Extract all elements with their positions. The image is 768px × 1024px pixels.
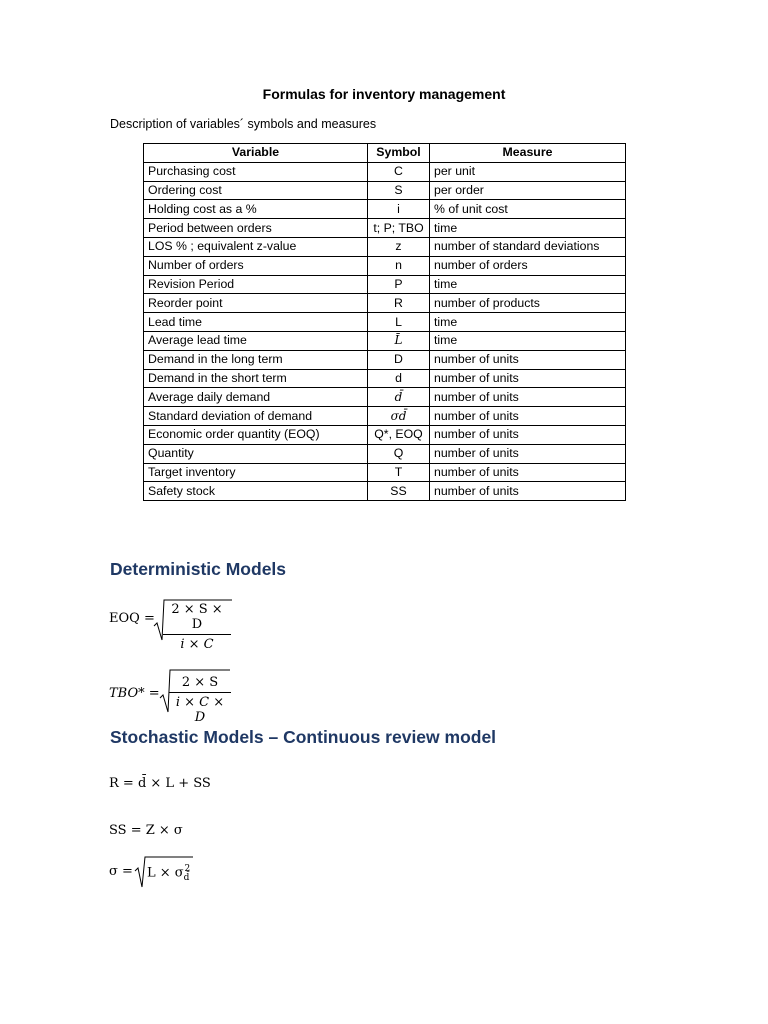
table-row: [144, 388, 626, 407]
cell-variable: Demand in the short term: [144, 369, 368, 388]
table-row: [144, 369, 626, 388]
table-row: [144, 181, 626, 200]
cell-measure: number of units: [430, 350, 626, 369]
table-body: [144, 162, 626, 500]
cell-measure: number of units: [430, 407, 626, 426]
cell-symbol: R: [368, 294, 430, 313]
cell-measure: time: [430, 313, 626, 332]
cell-symbol: t; P; TBO: [368, 219, 430, 238]
cell-measure: number of units: [430, 425, 626, 444]
cell-symbol: i: [368, 200, 430, 219]
cell-variable: Average lead time: [144, 331, 368, 350]
cell-measure: number of units: [430, 444, 626, 463]
cell-variable: Standard deviation of demand: [144, 407, 368, 426]
cell-symbol: T: [368, 463, 430, 482]
table-caption: Description of variables´ symbols and measures: [110, 117, 377, 131]
cell-variable: Economic order quantity (EOQ): [144, 425, 368, 444]
cell-variable: Lead time: [144, 313, 368, 332]
sigma-radicand: [147, 864, 195, 883]
table-row: [144, 444, 626, 463]
cell-measure: time: [430, 219, 626, 238]
table-row: [144, 256, 626, 275]
header-symbol: Symbol: [368, 144, 430, 163]
cell-symbol: n: [368, 256, 430, 275]
cell-measure: number of units: [430, 482, 626, 501]
cell-variable: Ordering cost: [144, 181, 368, 200]
cell-variable: Safety stock: [144, 482, 368, 501]
cell-symbol: d: [368, 369, 430, 388]
cell-variable: Target inventory: [144, 463, 368, 482]
cell-symbol: P: [368, 275, 430, 294]
table-row: [144, 407, 626, 426]
cell-variable: Reorder point: [144, 294, 368, 313]
sigma-radicand-base: L × σ: [147, 865, 184, 881]
cell-symbol: L̄: [368, 331, 430, 350]
cell-measure: number of units: [430, 388, 626, 407]
cell-symbol: Q: [368, 444, 430, 463]
tbo-denominator: i × C × D: [175, 695, 225, 725]
table-row: [144, 237, 626, 256]
cell-variable: Number of orders: [144, 256, 368, 275]
table-row: [144, 482, 626, 501]
table-row: [144, 350, 626, 369]
tbo-numerator: 2 × S: [169, 675, 231, 693]
cell-symbol: S: [368, 181, 430, 200]
cell-variable: Period between orders: [144, 219, 368, 238]
cell-variable: Demand in the long term: [144, 350, 368, 369]
cell-measure: time: [430, 331, 626, 350]
cell-variable: LOS % ; equivalent z-value: [144, 237, 368, 256]
cell-symbol: C: [368, 162, 430, 181]
page-title: Formulas for inventory management: [262, 86, 506, 102]
cell-measure: number of units: [430, 463, 626, 482]
table-row: [144, 313, 626, 332]
cell-variable: Purchasing cost: [144, 162, 368, 181]
cell-symbol: D: [368, 350, 430, 369]
cell-variable: Quantity: [144, 444, 368, 463]
cell-variable: Average daily demand: [144, 388, 368, 407]
cell-measure: per order: [430, 181, 626, 200]
deterministic-heading: Deterministic Models: [110, 559, 287, 579]
tbo-fraction: [169, 675, 231, 725]
table-row: [144, 294, 626, 313]
cell-measure: time: [430, 275, 626, 294]
cell-measure: number of units: [430, 369, 626, 388]
sigma-lhs: σ =: [109, 864, 133, 879]
table-row: [144, 162, 626, 181]
eoq-lhs: EOQ =: [109, 611, 155, 626]
table-row: [144, 275, 626, 294]
stochastic-heading: Stochastic Models – Continuous review model: [110, 727, 497, 747]
eoq-denominator: i × C: [180, 637, 214, 652]
cell-symbol: Q*, EOQ: [368, 425, 430, 444]
cell-measure: % of unit cost: [430, 200, 626, 219]
cell-measure: number of orders: [430, 256, 626, 275]
cell-measure: number of standard deviations: [430, 237, 626, 256]
safety-stock-formula: SS = Z × σ: [109, 823, 183, 838]
sigma-subscript: d̄: [183, 872, 190, 883]
eoq-fraction: [163, 602, 231, 652]
header-measure: Measure: [430, 144, 626, 163]
tbo-lhs: TBO* =: [109, 686, 160, 701]
table-row: [144, 463, 626, 482]
cell-variable: Holding cost as a %: [144, 200, 368, 219]
variables-table: [143, 143, 626, 501]
table-row: [144, 200, 626, 219]
cell-measure: number of products: [430, 294, 626, 313]
cell-symbol: z: [368, 237, 430, 256]
cell-measure: per unit: [430, 162, 626, 181]
reorder-point-formula: R = d̄ × L + SS: [109, 776, 211, 791]
header-variable: Variable: [144, 144, 368, 163]
cell-symbol: L: [368, 313, 430, 332]
cell-variable: Revision Period: [144, 275, 368, 294]
eoq-numerator: 2 × S × D: [163, 602, 231, 635]
cell-symbol: d̄: [368, 388, 430, 407]
sigma-superscript: 2: [184, 864, 191, 874]
table-row: [144, 331, 626, 350]
table-row: [144, 219, 626, 238]
cell-symbol: SS: [368, 482, 430, 501]
cell-symbol: σd̄: [368, 407, 430, 426]
table-row: [144, 425, 626, 444]
table-header-row: [144, 144, 626, 163]
